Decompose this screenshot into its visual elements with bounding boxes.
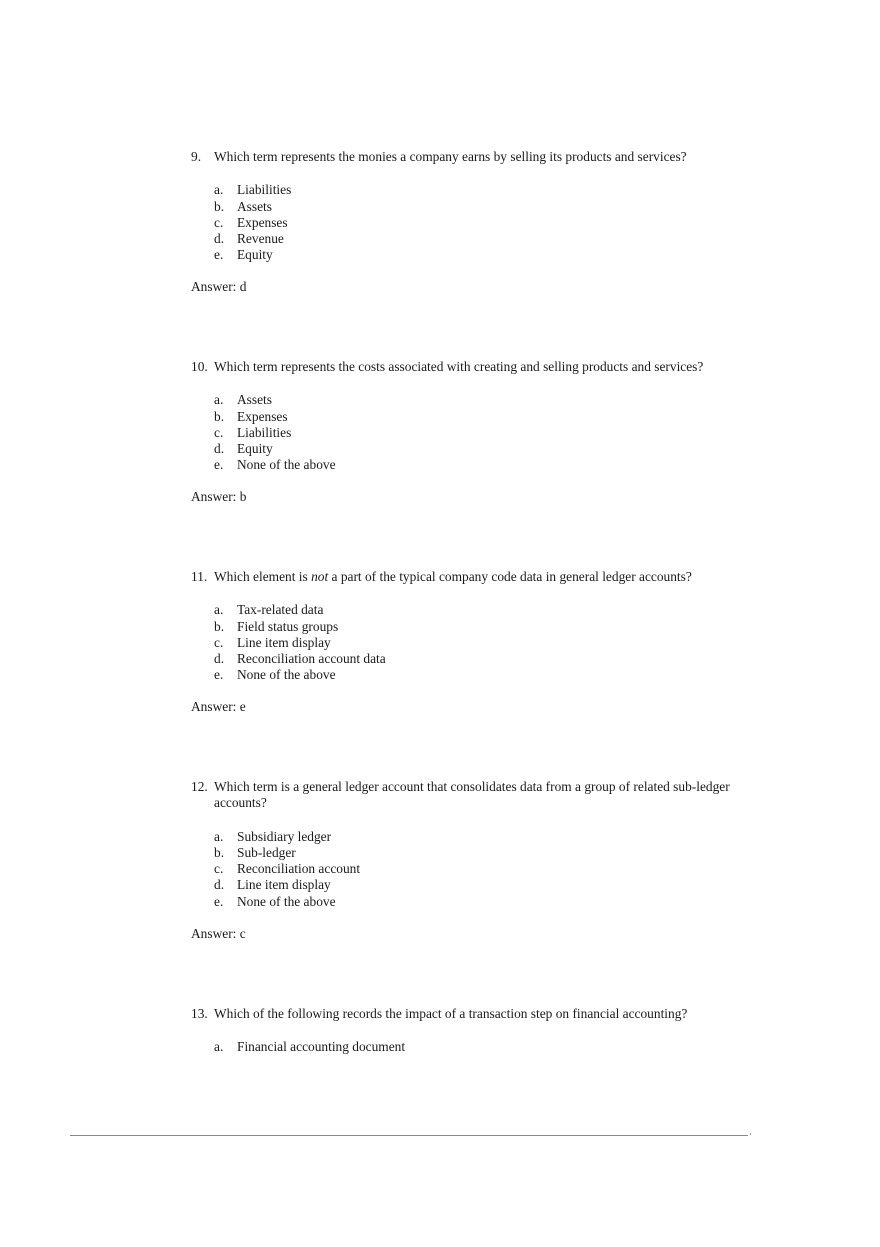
question-text: Which term represents the costs associated with creating and selling products and services? [214,359,704,374]
option-letter: d. [214,877,225,893]
option-letter: e. [214,247,224,263]
option-text: Tax-related data [237,602,324,618]
option-text: Line item display [237,877,331,893]
option-letter: c. [214,424,224,440]
option-item [214,199,771,215]
option-letter: a. [214,392,224,408]
option-text: Equity [237,440,273,456]
question-text: Which of the following records the impact of a transaction step on financial accounting? [214,1006,688,1021]
question-10 [191,359,771,506]
option-item [214,619,771,635]
option-letter: d. [214,650,225,666]
option-text: Field status groups [237,618,339,634]
option-letter: a. [214,602,224,618]
option-item [214,247,771,263]
question-stem [191,779,771,812]
question-11 [191,569,771,716]
question-text-part: a part of the typical company code data in general ledger accounts? [328,569,692,584]
option-item [214,231,771,247]
option-text: Expenses [237,214,288,230]
option-text: Reconciliation account [237,861,361,877]
option-text: Revenue [237,230,284,246]
option-letter: b. [214,618,225,634]
option-item [214,392,771,408]
question-stem [191,1006,771,1022]
question-number: 11. [191,569,208,584]
option-item [214,602,771,618]
option-letter: e. [214,457,224,473]
option-text: Assets [237,392,272,408]
answer-key: Answer: b [191,489,247,505]
answer-options [214,182,771,263]
answer-options [214,392,771,473]
option-letter: e. [214,893,224,909]
option-item [214,667,771,683]
option-text: Liabilities [237,424,292,440]
question-text: Which term is a general ledger account that consolidates data from a group of related sub-ledger accounts? [214,779,730,811]
question-stem [191,359,771,375]
option-text: Sub-ledger [237,845,296,860]
option-item [214,894,771,910]
option-letter: c. [214,634,224,650]
answer-options [214,1039,771,1055]
question-13 [191,1006,771,1056]
option-item [214,829,771,845]
question-stem [191,149,771,165]
answer-key: Answer: d [191,279,247,295]
question-stem [191,569,771,585]
option-item [214,425,771,441]
option-letter: d. [214,230,225,246]
option-item [214,861,771,877]
option-item [214,651,771,667]
option-text: Equity [237,247,273,263]
option-letter: b. [214,408,225,424]
option-text: Financial accounting document [237,1039,406,1055]
option-item [214,1039,771,1055]
option-letter: a. [214,182,224,198]
option-text: Assets [237,198,272,214]
footer-divider [70,1135,748,1136]
option-item [214,441,771,457]
option-text: Liabilities [237,182,292,198]
question-12 [191,779,771,942]
option-letter: a. [214,1039,224,1055]
option-item [214,409,771,425]
option-item [214,215,771,231]
question-text-part: Which element is [214,569,312,584]
emphasized-word: not [311,569,329,584]
answer-key: Answer: e [191,699,246,715]
question-number: 13. [191,1006,208,1021]
option-item [214,845,771,861]
question-9 [191,149,771,296]
option-text: None of the above [237,457,336,473]
question-number: 10. [191,359,208,374]
answer-key: Answer: c [191,925,246,941]
option-letter: e. [214,667,224,683]
option-letter: b. [214,198,225,214]
option-letter: b. [214,845,225,860]
option-letter: c. [214,861,224,877]
option-text: Expenses [237,408,288,424]
option-text: None of the above [237,893,336,909]
question-text: Which term represents the monies a company earns by selling its products and services? [214,149,687,164]
option-item [214,182,771,198]
option-text: Subsidiary ledger [237,828,332,844]
question-number: 9. [191,149,202,164]
option-item [214,877,771,893]
footer-mark [750,1133,751,1135]
option-text: None of the above [237,667,336,683]
option-item [214,457,771,473]
option-item [214,635,771,651]
answer-options [214,602,771,683]
option-text: Reconciliation account data [237,650,386,666]
answer-options [214,829,771,910]
question-number: 12. [191,779,208,794]
question-text [214,569,771,585]
option-letter: c. [214,214,224,230]
option-text: Line item display [237,634,331,650]
option-letter: d. [214,440,225,456]
option-letter: a. [214,828,224,844]
